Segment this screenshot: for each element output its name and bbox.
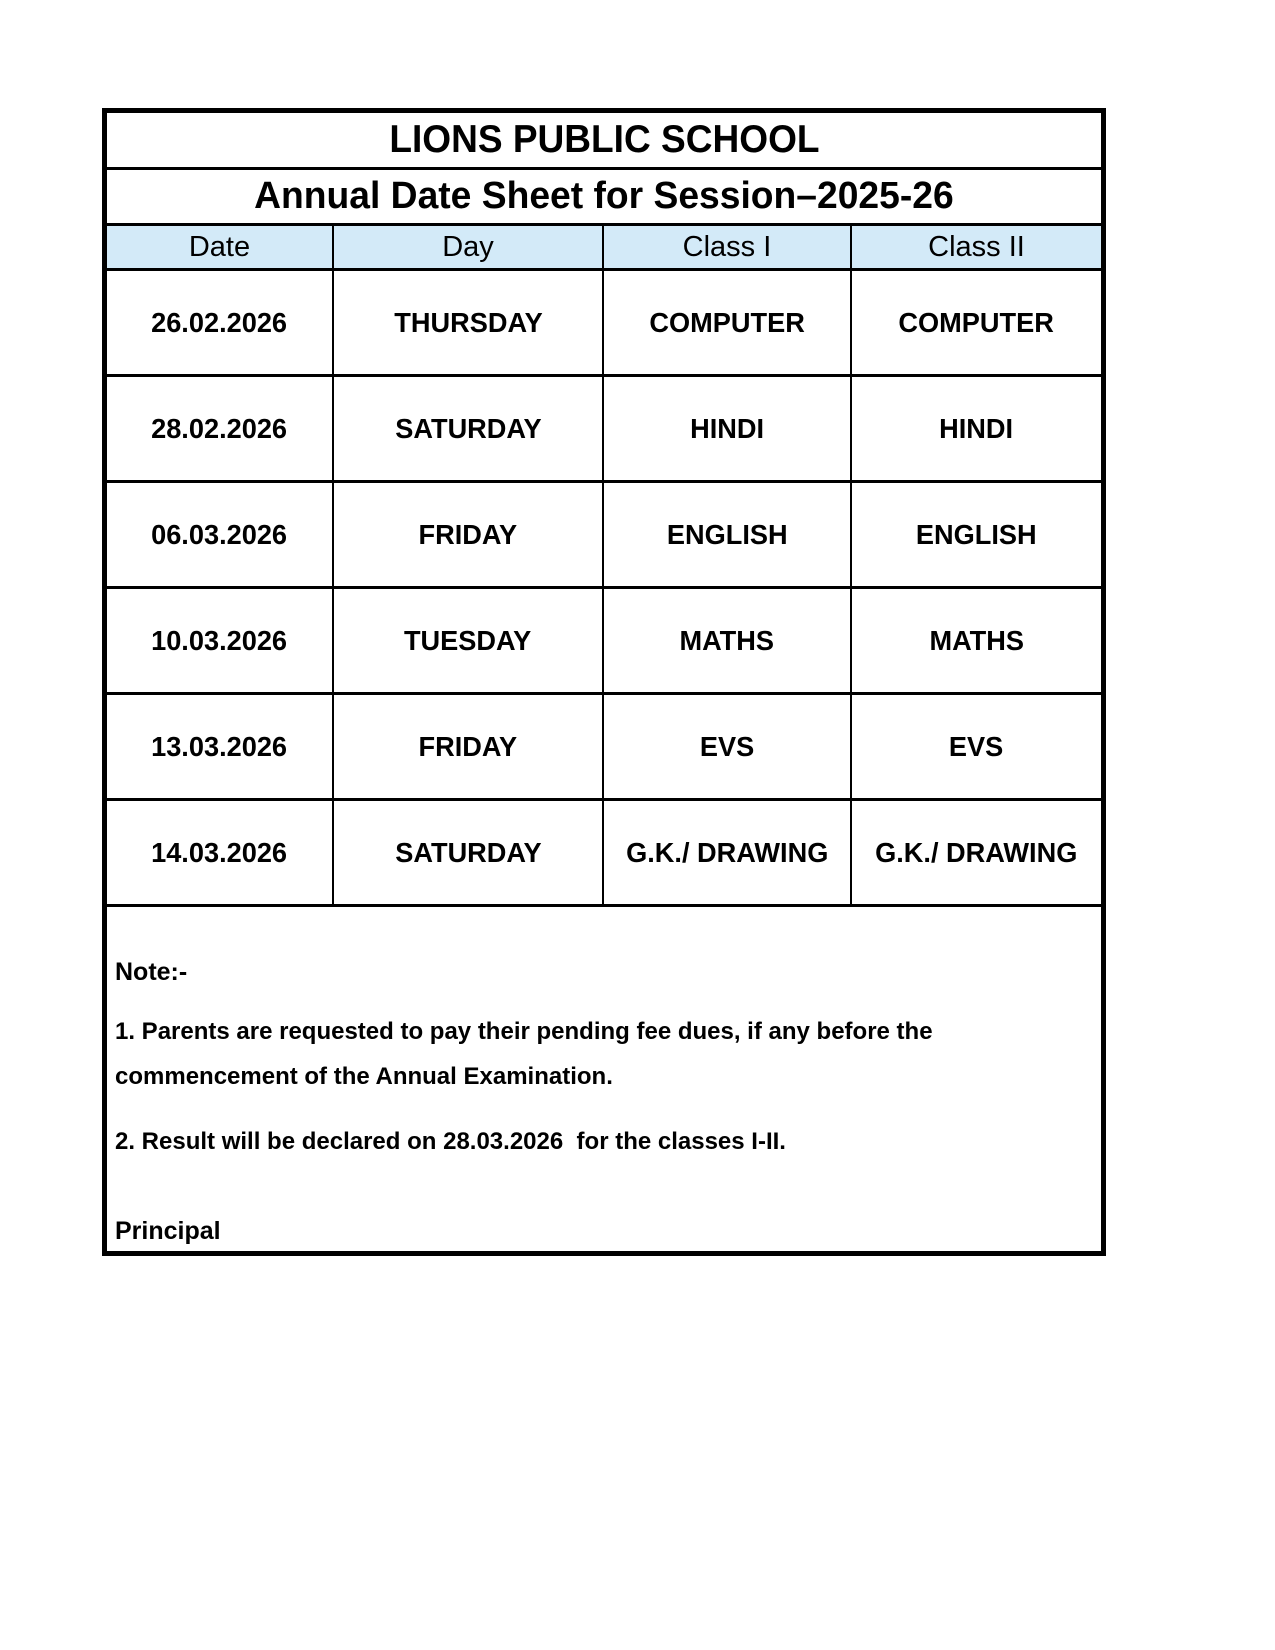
column-header-date: Date (107, 226, 334, 268)
column-header-class-ii: Class II (928, 230, 1025, 263)
sheet-subtitle-row (107, 170, 1101, 226)
date-sheet (102, 108, 1106, 1256)
date-cell: 26.02.2026 (107, 271, 334, 374)
class-i-cell: G.K./ DRAWING (604, 801, 852, 904)
class-i-cell: COMPUTER (604, 271, 852, 374)
class-i-cell: ENGLISH (604, 483, 852, 586)
note-item-1: 1. Parents are requested to pay their pending fee dues, if any before the commencement of the Annual Examination. (115, 1018, 940, 1090)
table-row (107, 801, 1101, 907)
date-cell: 14.03.2026 (107, 801, 334, 904)
table-row (107, 695, 1101, 801)
table-row (107, 483, 1101, 589)
date-cell: 28.02.2026 (107, 377, 334, 480)
class-i-cell: EVS (604, 695, 852, 798)
date-cell: 06.03.2026 (107, 483, 334, 586)
day-cell: FRIDAY (334, 695, 604, 798)
class-i-cell: HINDI (604, 377, 852, 480)
day-cell: THURSDAY (334, 271, 604, 374)
table-row (107, 377, 1101, 483)
sheet-subtitle: Annual Date Sheet for Session–2025-26 (254, 175, 954, 217)
class-ii-cell: HINDI (939, 412, 1014, 444)
column-header-day: Day (334, 226, 604, 268)
class-ii-cell: MATHS (929, 624, 1024, 656)
date-cell: 13.03.2026 (107, 695, 334, 798)
column-header-class-i: Class I (604, 226, 852, 268)
day-cell: TUESDAY (334, 589, 604, 692)
signature-principal: Principal (115, 1217, 221, 1245)
note-heading: Note:- (115, 958, 188, 986)
note-section (107, 907, 1101, 1251)
class-ii-cell: COMPUTER (898, 306, 1055, 338)
class-i-cell: MATHS (604, 589, 852, 692)
class-ii-cell: G.K./ DRAWING (875, 836, 1078, 868)
note-item-2: 2. Result will be declared on 28.03.2026 for the classes I-II. (115, 1128, 786, 1155)
school-title-row (107, 113, 1101, 170)
day-cell: FRIDAY (334, 483, 604, 586)
table-row (107, 271, 1101, 377)
school-name: LIONS PUBLIC SCHOOL (388, 118, 820, 161)
table-row (107, 589, 1101, 695)
class-ii-cell: EVS (949, 730, 1004, 762)
day-cell: SATURDAY (334, 377, 604, 480)
day-cell: SATURDAY (334, 801, 604, 904)
class-ii-cell: ENGLISH (916, 518, 1037, 550)
date-cell: 10.03.2026 (107, 589, 334, 692)
table-header-row (107, 226, 1101, 271)
